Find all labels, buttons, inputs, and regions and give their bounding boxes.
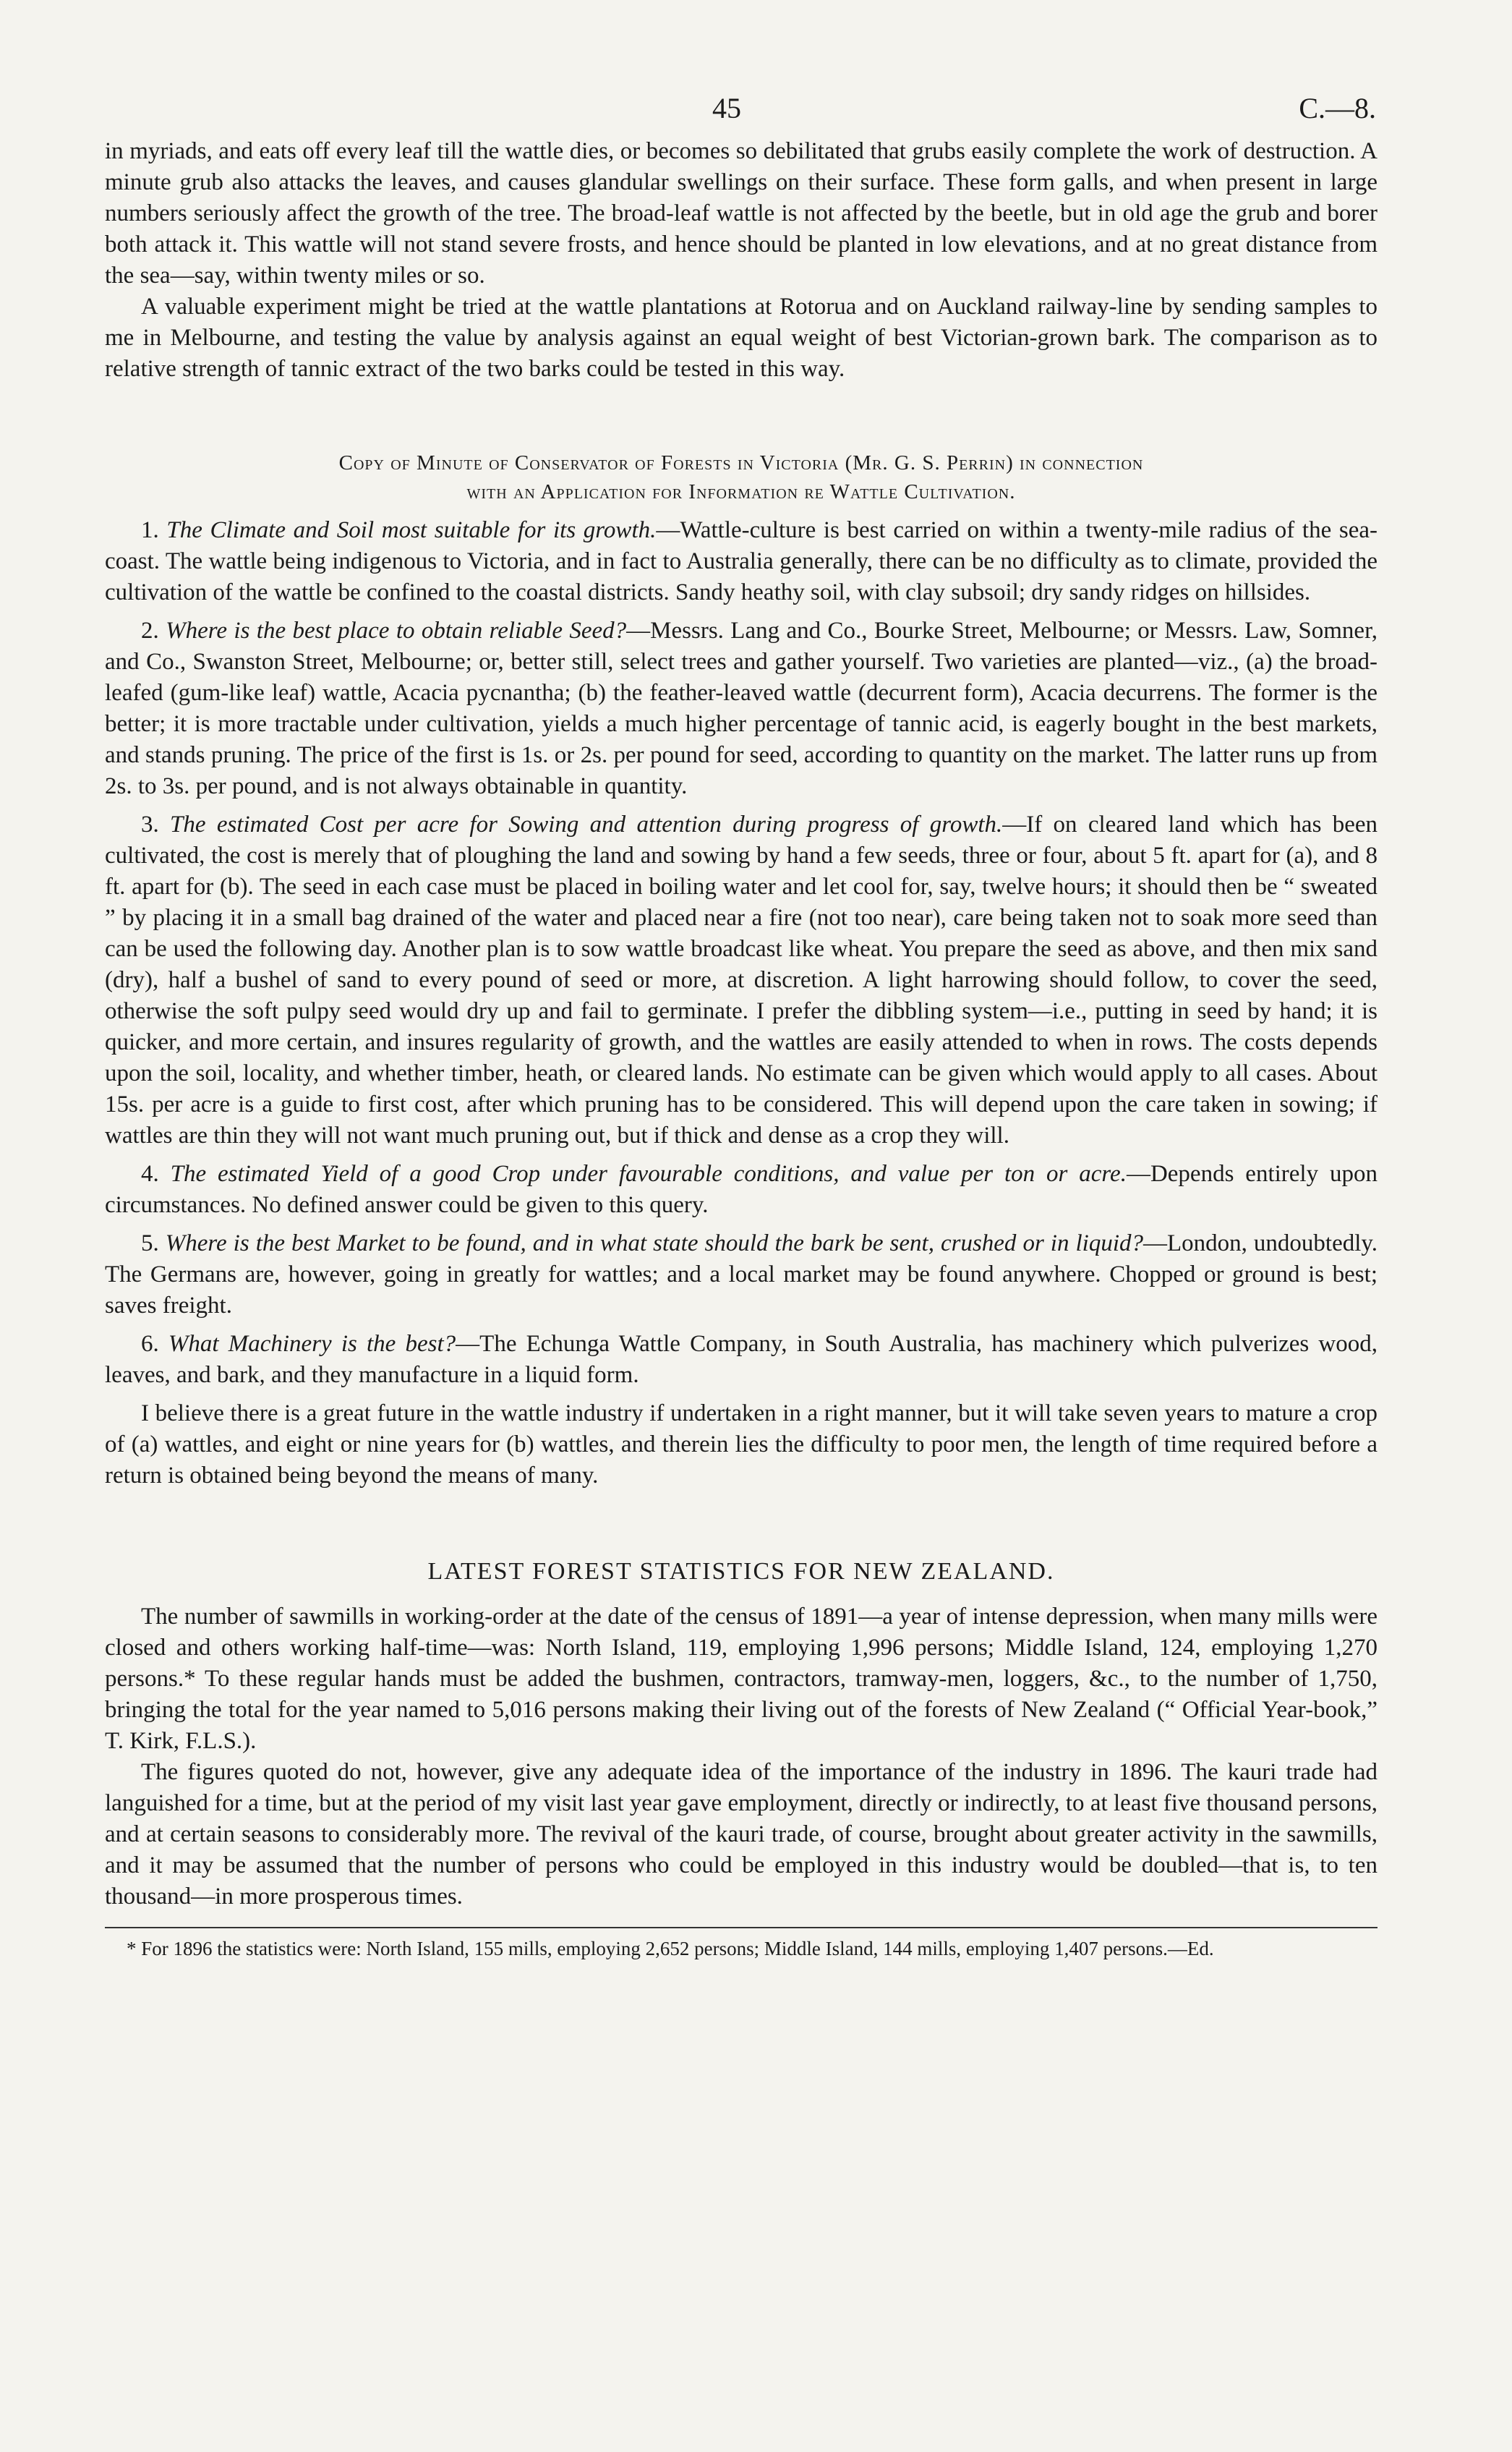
statistics-title: LATEST FOREST STATISTICS FOR NEW ZEALAND. [427,1558,1055,1585]
item-text: —London, undoubtedly. The Germans are, however, going in greatly for wattles; and a local market may be found anywhere. Chopped or ground is best; saves freight. [105,1230,1378,1319]
item-text: —Wattle-culture is best carried on within a twenty-mile radius of the sea-coast. The wattle being indigenous to Victoria, and in fact to Australia generally, there can be no difficulty as to climate, provided the cultivation of the wattle be confined to the coastal districts. Sandy heathy soil, with clay subsoil; dry sandy ridges on hillsides. [105,517,1378,605]
intro-paragraph-2: A valuable experiment might be tried at the wattle plantations at Rotorua and on Auckland railway-line by sending samples to me in Melbourne, and testing the value by analysis against an equal weight of best Victorian-grown bark. The comparison as to relative strength of tannic extract of the two barks could be tested in this way. [105,294,1378,382]
item-number: 1. [141,517,159,543]
item-number: 2. [141,618,159,644]
item-title: What Machinery is the best? [168,1331,456,1357]
minute-closing: I believe there is a great future in the wattle industry if undertaken in a right manner, but it will take seven years to mature a crop of (a) wattles, and eight or nine years for (b) wattles, and therein lies the difficulty to poor men, the length of time required before a return is obtained being beyond the means of many. [105,1400,1378,1489]
item-number: 4. [141,1161,159,1187]
item-text: —If on cleared land which has been cultivated, the cost is merely that of ploughing the land and sowing by hand a few seeds, three or four, about 5 ft. apart for (a), and 8 ft. apart for (b). The seed in each case must be placed in boiling water and let cool for, say, twelve hours; it should then be “ sweated ” by placing it in a small bag drained of the water and placed near a fire (not too near), care being taken not to soak more seed than can be used the following day. Another plan is to sow wattle broadcast like wheat. You prepare the seed as above, and then mix sand (dry), half a bushel of sand to every pound of seed or more, at discretion. A light harrowing should follow, to cover the seed, otherwise the soft pulpy seed would dry up and fail to germinate. I prefer the dibbling system—i.e., putting in seed by hand; it is quicker, and more certain, and insures regularity of growth, and the wattles are easily attended to when in rows. The costs depends upon the soil, locality, and whether timber, heath, or cleared lands. No estimate can be given which would apply to all cases. About 15s. per acre is a guide to first cost, after which pruning has to be considered. This will depend upon the care taken in sowing; if wattles are thin they will not want much pruning out, but if thick and dense as a crop they will. [105,812,1378,1149]
item-title: The Climate and Soil most suitable for its growth. [166,517,657,543]
item-text: —Depends entirely upon circumstances. No defined answer could be given to this query. [105,1161,1378,1218]
minute-item-3 [105,809,1378,1151]
item-number: 6. [141,1331,159,1357]
item-text: —The Echunga Wattle Company, in South Australia, has machinery which pulverizes wood, leaves, and bark, and they manufacture in a liquid form. [105,1331,1378,1388]
item-title: The estimated Cost per acre for Sowing and attention during progress of growth. [170,812,1003,838]
minute-heading-line-2: with an Application for Information re Wattle Cultivation. [466,480,1016,503]
item-title: Where is the best place to obtain reliable Seed? [166,618,627,644]
footnote: * For 1896 the statistics were: North Island, 155 mills, employing 2,652 persons; Middle Island, 144 mills, employing 1,407 persons.—Ed. [127,1938,1214,1959]
page-header [105,85,1378,136]
intro-paragraph-1: in myriads, and eats off every leaf till the wattle dies, or becomes so debilitated that grubs easily complete the work of destruction. A minute grub also attacks the leaves, and causes glandular swellings on their surface. These form galls, and when present in large numbers seriously affect the growth of the tree. The broad-leaf wattle is not affected by the beetle, but in old age the grub and borer both attack it. This wattle will not stand severe frosts, and hence should be planted in low elevations, and at no great distance from the sea—say, within twenty miles or so. [105,138,1378,289]
footnote-divider [105,1927,1378,1928]
document-code: C.—8. [1299,92,1376,124]
minute-heading-line-1: Copy of Minute of Conservator of Forests in Victoria (Mr. G. S. Perrin) in connection [338,451,1144,474]
item-text: —Messrs. Lang and Co., Bourke Street, Melbourne; or Messrs. Law, Somner, and Co., Swanston Street, Melbourne; or, better still, select trees and gather yourself. Two varieties are planted—viz., (a) the broad-leafed (gum-like leaf) wattle, Acacia pycnantha; (b) the feather-leaved wattle (decurrent form), Acacia decurrens. The former is the better; it is more tractable under cultivation, yields a much higher percentage of tannic acid, is eagerly bought in the best markets, and stands pruning. The price of the first is 1s. or 2s. per pound for seed, according to quantity on the market. The latter runs up from 2s. to 3s. per pound, and is not always obtainable in quantity. [105,618,1378,799]
minute-heading [105,448,1378,506]
page-number: 45 [712,92,741,124]
document-page [105,85,1378,1962]
minute-item-6 [105,1329,1378,1391]
minute-item-2 [105,616,1378,802]
item-number: 5. [141,1230,159,1256]
item-title: The estimated Yield of a good Crop under favourable conditions, and value per ton or acre. [170,1161,1127,1187]
minute-item-1 [105,515,1378,608]
statistics-paragraph-2: The figures quoted do not, however, give any adequate idea of the importance of the industry in 1896. The kauri trade had languished for a time, but at the period of my visit last year gave employment, directly or indirectly, to at least five thousand persons, and at certain seasons to considerably more. The revival of the kauri trade, of course, brought about greater activity in the sawmills, and it may be assumed that the number of persons who could be employed in this industry would be doubled—that is, to ten thousand—in more prosperous times. [105,1759,1378,1910]
statistics-paragraph-1: The number of sawmills in working-order at the date of the census of 1891—a year of intense depression, when many mills were closed and others working half-time—was: North Island, 119, employing 1,996 persons; Middle Island, 124, employing 1,270 persons.* To these regular hands must be added the bushmen, contractors, tramway-men, loggers, &c., to the number of 1,750, bringing the total for the year named to 5,016 persons making their living out of the forests of New Zealand (“ Official Year-book,” T. Kirk, F.L.S.). [105,1604,1378,1754]
item-number: 3. [141,812,159,838]
item-title: Where is the best Market to be found, and in what state should the bark be sent, crushed or in liquid? [165,1230,1143,1256]
minute-item-5 [105,1228,1378,1321]
minute-item-4 [105,1159,1378,1221]
